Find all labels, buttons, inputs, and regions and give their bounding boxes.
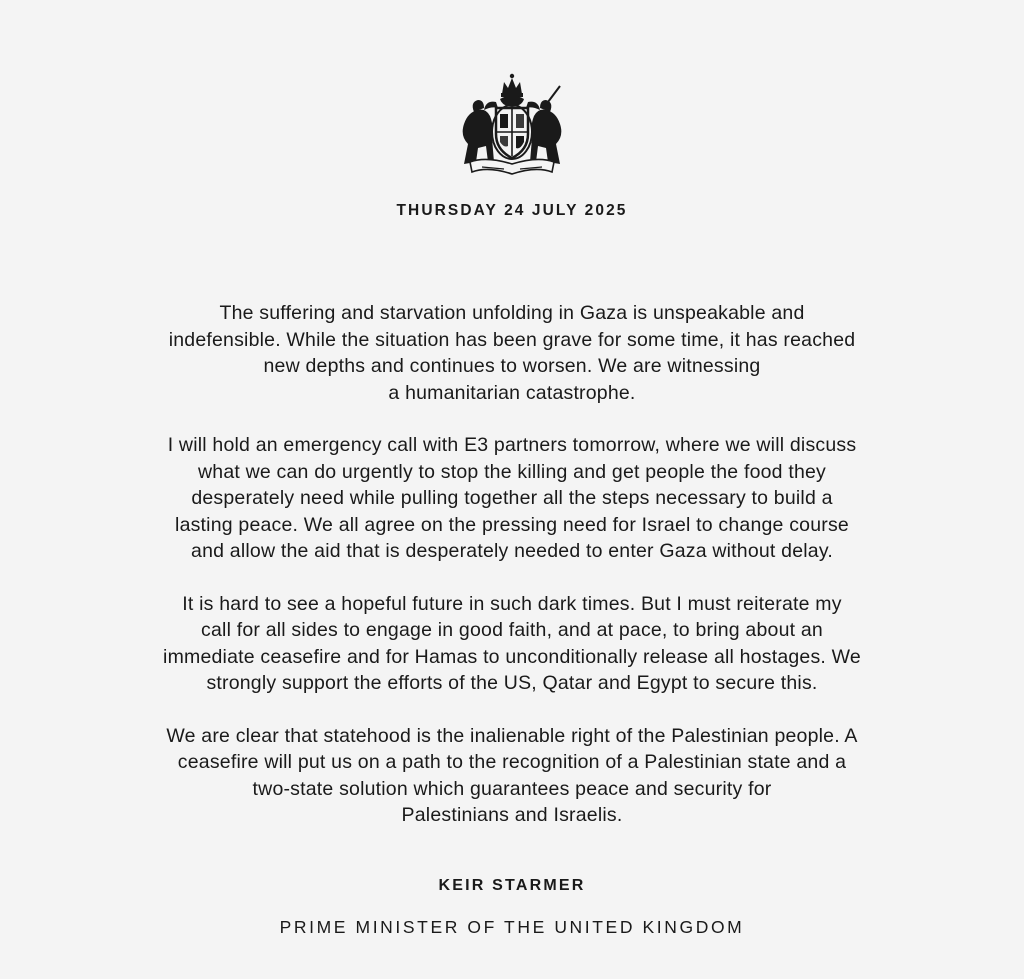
paragraph-line: It is hard to see a hopeful future in such dark times. But I must reiterate my bbox=[182, 592, 842, 615]
paragraph-line: immediate ceasefire and for Hamas to unconditionally release all hostages. We bbox=[163, 645, 861, 668]
paragraph-line: I will hold an emergency call with E3 partners tomorrow, where we will discuss bbox=[167, 434, 857, 456]
paragraph-line: what we can do urgently to stop the killing and get people the food they bbox=[198, 460, 826, 483]
paragraph-line: and allow the aid that is desperately needed to enter Gaza without delay. bbox=[191, 540, 833, 562]
paragraph-line: Palestinians and Israelis. bbox=[401, 804, 623, 826]
paragraph-line: ceasefire will put us on a path to the recognition of a Palestinian state and a bbox=[177, 751, 847, 773]
paragraph-4 bbox=[60, 723, 964, 829]
paragraph-line: a humanitarian catastrophe. bbox=[388, 381, 636, 404]
statement-body bbox=[60, 300, 964, 855]
paragraph-line: indefensible. While the situation has been grave for some time, it has reached bbox=[168, 328, 856, 351]
paragraph-2 bbox=[60, 432, 964, 565]
paragraph-1 bbox=[60, 300, 964, 406]
royal-coat-of-arms-icon bbox=[456, 72, 568, 176]
paragraph-line: new depths and continues to worsen. We are witnessing bbox=[263, 355, 761, 377]
paragraph-line: call for all sides to engage in good faith, and at pace, to bring about an bbox=[201, 619, 823, 641]
paragraph-line: lasting peace. We all agree on the pressing need for Israel to change course bbox=[175, 513, 849, 536]
signatory-title: PRIME MINISTER OF THE UNITED KINGDOM bbox=[279, 917, 745, 937]
statement-date: THURSDAY 24 JULY 2025 bbox=[396, 202, 628, 219]
paragraph-line: desperately need while pulling together all the steps necessary to build a bbox=[191, 487, 833, 509]
paragraph-3 bbox=[60, 591, 964, 697]
paragraph-line: two-state solution which guarantees peace and security for bbox=[252, 777, 772, 800]
paragraph-line: strongly support the efforts of the US, Qatar and Egypt to secure this. bbox=[206, 672, 818, 694]
paragraph-line: The suffering and starvation unfolding in Gaza is unspeakable and bbox=[219, 302, 805, 324]
signatory-name: KEIR STARMER bbox=[438, 877, 586, 894]
paragraph-line: We are clear that statehood is the inalienable right of the Palestinian people. A bbox=[166, 724, 858, 747]
